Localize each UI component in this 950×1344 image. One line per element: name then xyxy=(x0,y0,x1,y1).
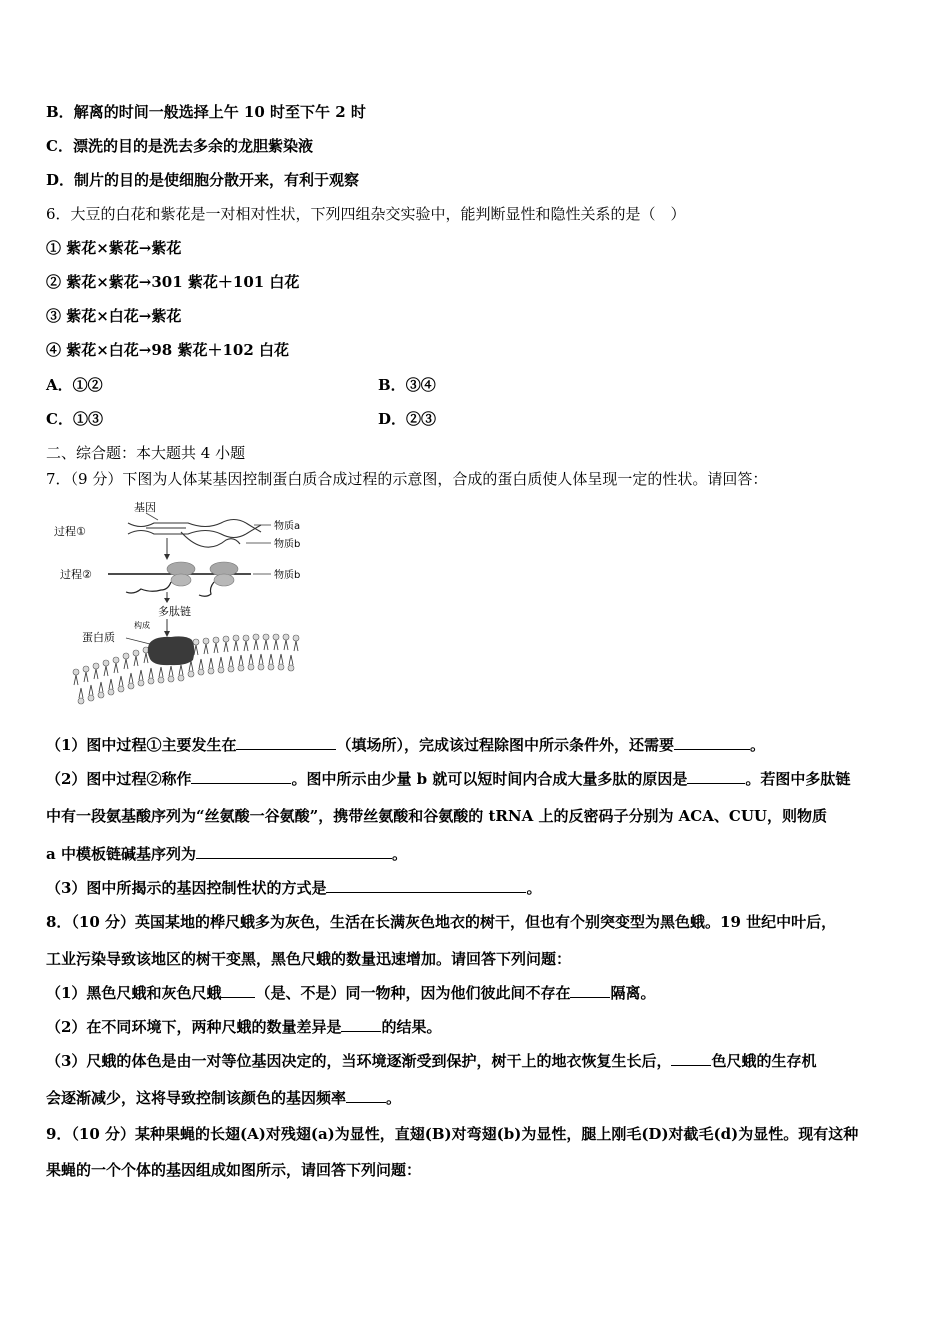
q8-p1-blank-1[interactable] xyxy=(221,983,255,998)
q8-p3-line2-text-b: 。 xyxy=(386,1089,402,1107)
q7-part2-line3 xyxy=(46,844,407,864)
substance-a-label: 物质a xyxy=(274,521,301,532)
q8-part3 xyxy=(46,1051,816,1071)
constitute-label: 构成 xyxy=(134,621,150,630)
q8-part1 xyxy=(46,983,655,1003)
q8-part3-line2 xyxy=(46,1088,401,1108)
substance-b-label-1: 物质b xyxy=(274,539,301,550)
q5-option-b xyxy=(46,102,366,122)
option-text: ③④ xyxy=(405,376,436,394)
q7-part3 xyxy=(46,878,541,898)
option-letter: C． xyxy=(46,137,73,155)
q8-part2 xyxy=(46,1017,441,1037)
q5-option-d xyxy=(46,170,359,190)
q7-p1-blank-1[interactable] xyxy=(236,735,336,750)
q8-p3-text-b: 色尺蛾的生存机 xyxy=(711,1052,817,1070)
q8-stem-line1: 8．（10 分）英国某地的桦尺蛾多为灰色，生活在长满灰色地衣的树干，但也有个别突变型为黑色蛾。19 世纪中叶后， xyxy=(46,913,837,931)
option-letter: C． xyxy=(46,410,73,428)
option-text: ①② xyxy=(72,376,103,394)
q7-p2-blank-2[interactable] xyxy=(687,769,745,784)
q7-part2-line2: 中有一段氨基酸序列为“丝氨酸一谷氨酸”，携带丝氨酸和谷氨酸的 tRNA 上的反密码子分别为 ACA、CUU，则物质 xyxy=(46,807,827,825)
q7-part1 xyxy=(46,735,765,755)
q8-p1-blank-2[interactable] xyxy=(570,983,610,998)
option-letter: D． xyxy=(378,410,407,428)
q6-cross-4: ④ 紫花×白花→98 紫花＋102 白花 xyxy=(46,341,289,359)
q7-p2-blank-1[interactable] xyxy=(191,769,291,784)
option-text: 漂洗的目的是洗去多余的龙胆紫染液 xyxy=(72,137,313,155)
q7-p2-text-a: （2）图中过程②称作 xyxy=(46,770,192,788)
q6-stem: 6．大豆的白花和紫花是一对相对性状，下列四组杂交实验中，能判断显性和隐性关系的是（ ） xyxy=(46,205,686,223)
q8-p2-blank[interactable] xyxy=(341,1017,381,1032)
q8-p1-text-b: （是、不是）同一物种，因为他们彼此间不存在 xyxy=(255,984,571,1002)
q7-p3-text-b: 。 xyxy=(526,879,542,897)
q7-p2-line3-text-b: 。 xyxy=(391,845,407,863)
q8-p1-text-a: （1）黑色尺蛾和灰色尺蛾 xyxy=(46,984,222,1002)
q7-p2-line3-text-a: a 中模板链碱基序列为 xyxy=(46,845,196,863)
option-letter: D． xyxy=(46,171,75,189)
gene-label: 基因 xyxy=(134,501,156,514)
q9-stem-line1: 9．（10 分）某种果蝇的长翅(A)对残翅(a)为显性，直翅(B)对弯翅(b)为显性，腿上刚毛(D)对截毛(d)为显性。现有这种 xyxy=(46,1125,859,1143)
option-text: ①③ xyxy=(72,410,103,428)
q6-option-d xyxy=(378,409,436,429)
protein-label: 蛋白质 xyxy=(82,631,115,644)
q6-cross-3: ③ 紫花×白花→紫花 xyxy=(46,307,182,325)
q8-p2-text-b: 的结果。 xyxy=(381,1018,442,1036)
q7-stem: 7．（9 分）下图为人体某基因控制蛋白质合成过程的示意图，合成的蛋白质使人体呈现一定的性状。请回答： xyxy=(46,470,768,488)
q6-cross-1: ① 紫花×紫花→紫花 xyxy=(46,239,182,257)
gene-expression-diagram xyxy=(46,498,326,708)
q7-p1-text-a: （1）图中过程①主要发生在 xyxy=(46,736,237,754)
process2-label: 过程② xyxy=(60,568,92,581)
option-text: 制片的目的是使细胞分散开来，有利于观察 xyxy=(74,171,360,189)
q8-p3-text-a: （3）尺蛾的体色是由一对等位基因决定的，当环境逐渐受到保护，树干上的地衣恢复生长后， xyxy=(46,1052,672,1070)
q9-stem-line2: 果蝇的一个个体的基因组成如图所示，请回答下列问题： xyxy=(46,1161,422,1179)
q7-p3-blank[interactable] xyxy=(326,878,526,893)
q6-option-a xyxy=(46,375,103,395)
q7-p2-text-b: 。图中所示由少量 b 就可以短时间内合成大量多肽的原因是 xyxy=(291,770,688,788)
q7-p1-text-b: （填场所），完成该过程除图中所示条件外，还需要 xyxy=(336,736,674,754)
q8-p3-blank-2[interactable] xyxy=(346,1088,386,1103)
q6-cross-2: ② 紫花×紫花→301 紫花＋101 白花 xyxy=(46,273,300,291)
option-letter: A． xyxy=(46,376,73,394)
option-letter: B． xyxy=(378,376,406,394)
q5-option-c xyxy=(46,136,313,156)
q6-option-c xyxy=(46,409,103,429)
q8-p1-text-c: 隔离。 xyxy=(610,984,656,1002)
section-heading: 二、综合题：本大题共 4 小题 xyxy=(46,444,246,462)
process1-label: 过程① xyxy=(54,525,86,538)
substance-b-label-2: 物质b xyxy=(274,570,301,581)
q7-p1-text-c: 。 xyxy=(749,736,765,754)
option-letter: B． xyxy=(46,103,74,121)
q8-p2-text-a: （2）在不同环境下，两种尺蛾的数量差异是 xyxy=(46,1018,342,1036)
q8-p3-line2-text-a: 会逐渐减少，这将导致控制该颜色的基因频率 xyxy=(46,1089,347,1107)
polypeptide-label: 多肽链 xyxy=(158,605,191,618)
q7-p2-blank-3[interactable] xyxy=(196,844,392,859)
q8-stem-line2: 工业污染导致该地区的树干变黑，黑色尺蛾的数量迅速增加。请回答下列问题： xyxy=(46,950,572,968)
q7-p3-text-a: （3）图中所揭示的基因控制性状的方式是 xyxy=(46,879,327,897)
q7-part2 xyxy=(46,769,850,789)
option-text: 解离的时间一般选择上午 10 时至下午 2 时 xyxy=(73,103,366,121)
q6-option-b xyxy=(378,375,436,395)
q8-p3-blank-1[interactable] xyxy=(671,1051,711,1066)
q7-p2-text-c: 。若图中多肽链 xyxy=(745,770,851,788)
q7-p1-blank-2[interactable] xyxy=(674,735,750,750)
option-text: ②③ xyxy=(406,410,437,428)
